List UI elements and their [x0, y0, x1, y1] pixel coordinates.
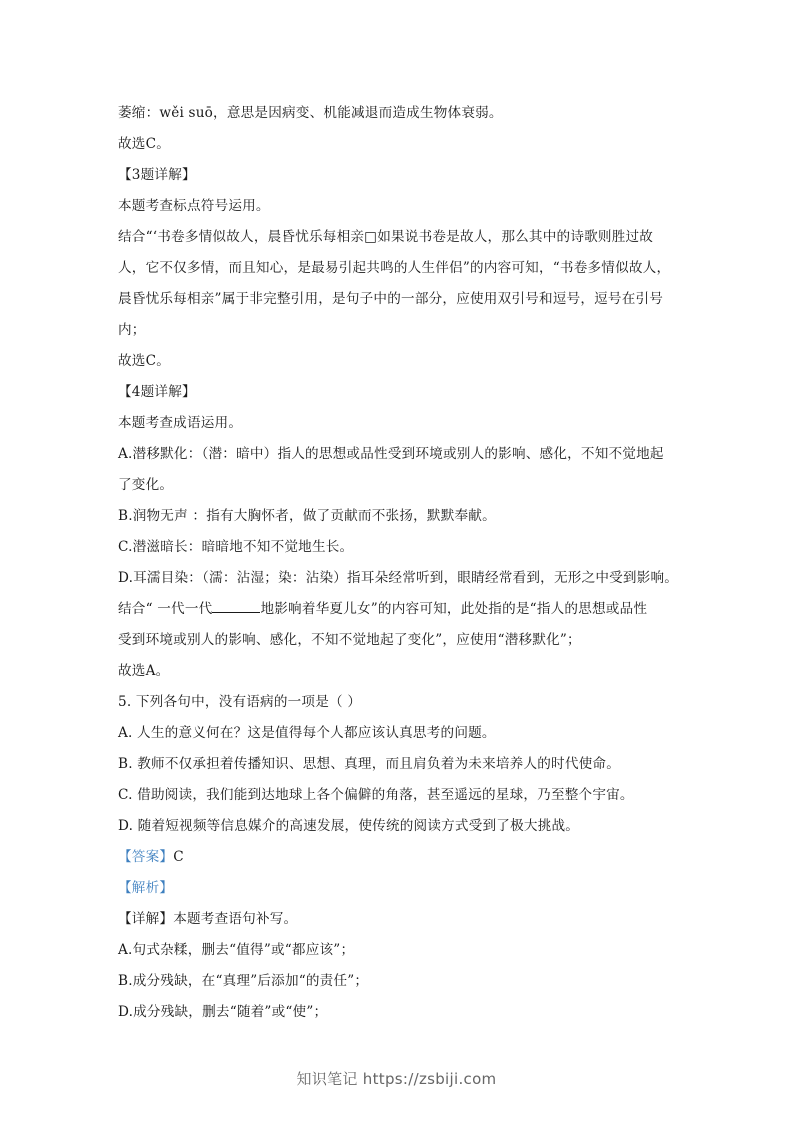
footer-watermark: 知识笔记 https://zsbiji.com	[296, 1070, 497, 1088]
option-line: A.潜移默化：（潜：暗中）指人的思想或品性受到环境或别人的影响、感化，不知不觉地起	[118, 446, 664, 462]
detail-line	[118, 904, 683, 935]
text-line: 晨昏忧乐每相亲”属于非完整引用，是句子中的一部分，应使用双引号和逗号，逗号在引号	[118, 291, 664, 307]
question-stem: 5. 下列各句中，没有语病的一项是（ ）	[118, 694, 362, 710]
option-line: D.成分残缺，删去“随着”或“使”；	[118, 1004, 328, 1020]
text-line: 内；	[118, 322, 146, 338]
option-line: C.潜滋暗长：暗暗地不知不觉地生长。	[118, 539, 354, 555]
text-line: 了变化。	[118, 477, 174, 493]
document-body	[118, 98, 683, 1028]
option-line: A.句式杂糅，删去“值得”或“都应该”；	[118, 942, 355, 958]
text-line: 本题考查成语运用。	[118, 415, 243, 431]
text-line: 人，它不仅多情，而且知心，是最易引起共鸣的人生伴侣”的内容可知，“书卷多情似故人，	[118, 260, 671, 276]
blank-line-before: 结合“ 一代一代	[118, 601, 213, 617]
text-line: 本题考查标点符号运用。	[118, 198, 270, 214]
fill-blank	[212, 600, 260, 613]
text-line: 受到环境或别人的影响、感化，不知不觉地起了变化”，应使用“潜移默化”；	[118, 632, 581, 648]
text-line: 故选A。	[118, 663, 170, 679]
analysis-label: 【解析】	[118, 880, 174, 896]
analysis-line	[118, 873, 683, 904]
option-line: B.成分残缺，在“真理”后添加“的责任”；	[118, 973, 369, 989]
section-heading: 【4题详解】	[118, 384, 196, 400]
question-option-d: D. 随着短视频等信息媒介的高速发展，使传统的阅读方式受到了极大挑战。	[118, 818, 580, 834]
text-line: 萎缩：wěi suō，意思是因病变、机能减退而造成生物体衰弱。	[118, 105, 503, 121]
question-option-b: B. 教师不仅承担着传播知识、思想、真理，而且肩负着为未来培养人的时代使命。	[118, 756, 621, 772]
option-line: B.润物无声 ：指有大胸怀者，做了贡献而不张扬，默默奉献。	[118, 508, 496, 524]
blank-line-after: 地影响着华夏儿女”的内容可知，此处指的是“指人的思想或品性	[260, 601, 648, 617]
text-line: 故选C。	[118, 136, 170, 152]
fill-blank-line	[118, 594, 683, 625]
question-option-a: A. 人生的意义何在？这是值得每个人都应该认真思考的问题。	[118, 725, 496, 741]
text-line: 故选C。	[118, 353, 170, 369]
section-heading: 【3题详解】	[118, 167, 196, 183]
detail-label: 【详解】	[118, 911, 174, 927]
text-line: 结合“‘书卷多情似故人，晨昏忧乐每相亲□如果说书卷是故人，那么其中的诗歌则胜过故	[118, 229, 654, 245]
answer-label: 【答案】	[118, 849, 174, 865]
answer-value: C	[173, 849, 184, 865]
detail-text: 本题考查语句补写。	[173, 911, 298, 927]
answer-line	[118, 842, 683, 873]
question-option-c: C. 借助阅读，我们能到达地球上各个偏僻的角落，甚至遥远的星球，乃至整个宇宙。	[118, 787, 634, 803]
option-line: D.耳濡目染：（濡：沾湿；染：沾染）指耳朵经常听到，眼睛经常看到，无形之中受到影响。	[118, 570, 679, 586]
